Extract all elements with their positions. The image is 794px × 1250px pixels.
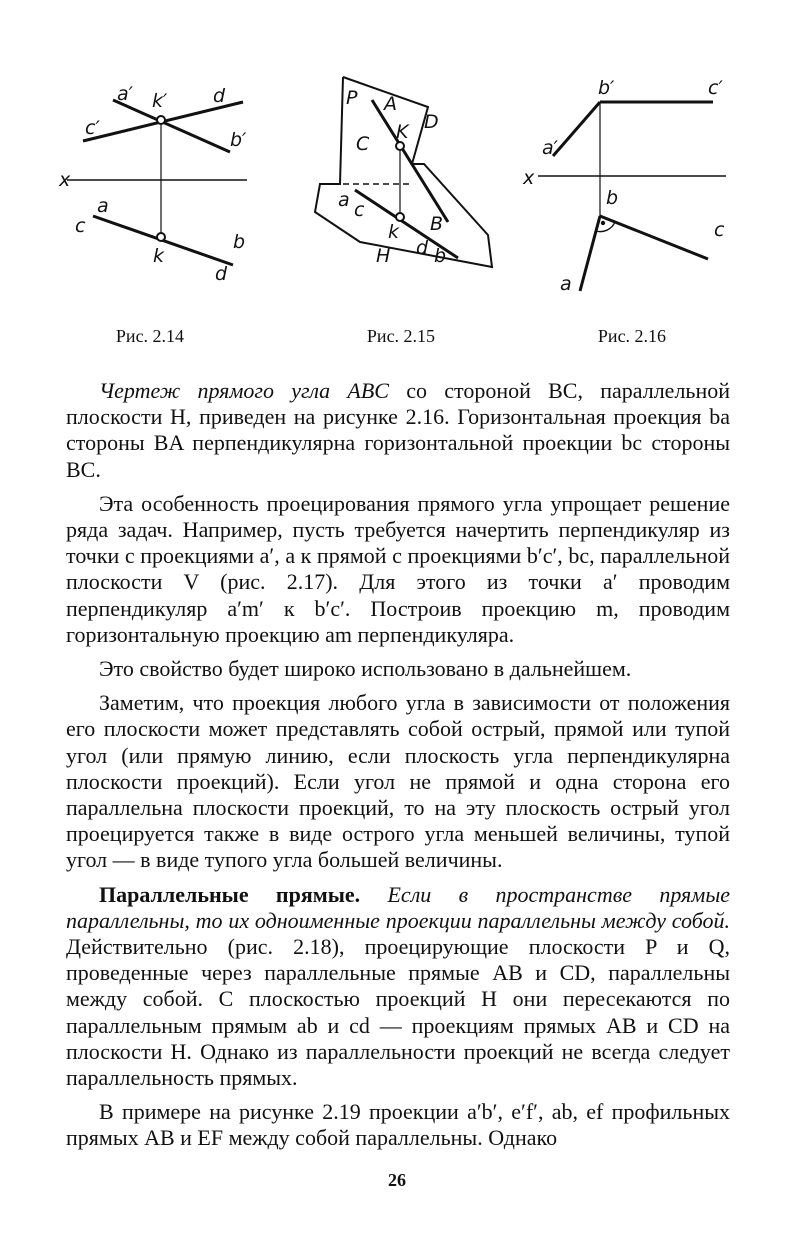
label-k: k	[388, 221, 400, 243]
label-D: D	[424, 111, 439, 133]
paragraph-6: В примере на рисунке 2.19 проекции a′b′, e′f′, ab, ef профильных прямых AB и EF между собой параллельны. Однако	[66, 1099, 730, 1151]
paragraph-1-text: со стороной BC, параллельной плоскости H, приведен на рисунке 2.16. Горизонтальная проекция ba стороны BA перпендикулярна горизонтальной проекции bc стороны BC.	[66, 378, 730, 482]
label-b: b	[606, 187, 619, 209]
label-x: x	[59, 169, 71, 191]
label-k-prime: k′	[152, 90, 168, 112]
caption-figure-2-16: Рис. 2.16	[597, 326, 667, 346]
label-H: H	[376, 245, 391, 267]
section-heading-parallel-lines: Параллельные прямые.	[99, 881, 361, 907]
label-k: k	[153, 245, 165, 267]
label-d-prime: d	[213, 85, 226, 107]
label-c-prime: c′	[85, 117, 100, 139]
label-x: x	[523, 167, 535, 189]
label-b: b	[233, 231, 246, 253]
figure-2-16	[518, 76, 738, 301]
label-c: c	[354, 199, 365, 221]
label-a: a	[338, 189, 350, 211]
paragraph-3: Это свойство будет широко использовано в дальнейшем.	[99, 656, 632, 682]
paragraph-2: Эта особенность проецирования прямого угла упрощает решение ряда задач. Например, пусть требуется начертить перпендикуляр из точки с проекциями a′, a к прямой с проекциями b′c′, bc, параллельной плоскости V (рис. 2.17). Для этого из точки a′ проводим перпендикуляр a′m′ к b′c′. Построив проекцию m, проводим горизонтальную проекцию am перпендикуляра.	[66, 490, 730, 647]
label-c: c	[75, 215, 86, 237]
label-K: K	[396, 121, 409, 143]
paragraph-5	[66, 882, 730, 1092]
label-P: P	[346, 87, 358, 109]
label-a: a	[560, 273, 572, 295]
figure-2-16-drawing	[518, 76, 738, 301]
label-c-prime: c′	[708, 77, 723, 99]
paragraph-1	[66, 378, 730, 483]
figure-2-15	[310, 72, 510, 287]
label-b-prime: b′	[598, 77, 615, 99]
label-C: C	[356, 133, 370, 155]
paragraph-4: Заметим, что проекция любого угла в зависимости от положения его плоскости может представлять собой острый, прямой или тупой угол (или прямую линию, если плоскость угла перпендикулярна плоскости проекций). Если угол не прямой и одна сторона его параллельна плоскости проекций, то на эту плоскость острый угол проецируется также в виде острого угла меньшей величины, тупой угол — в виде тупого угла большей величины.	[66, 690, 730, 873]
page-number: 26	[388, 1170, 406, 1190]
label-a: a	[97, 195, 109, 217]
label-B: B	[430, 213, 444, 235]
body-text	[66, 378, 730, 1160]
caption-figure-2-14: Рис. 2.14	[115, 326, 185, 346]
label-d: d	[215, 263, 228, 285]
paragraph-1-lead: Чертеж прямого угла ABC	[99, 378, 389, 403]
figure-2-14-drawing	[55, 80, 265, 300]
paragraph-5-text: Действительно (рис. 2.18), проецирующие плоскости P и Q, проведенные через параллельные прямые AB и CD, параллельны между собой. С плоскостью проекций H они пересекаются по параллельным прямым ab и cd — проекциям прямых AB и CD на плоскости H. Однако из параллельности проекций не всегда следует параллельность прямых.	[66, 934, 730, 1091]
label-b: b	[434, 245, 447, 267]
label-d: d	[416, 237, 429, 259]
label-a-prime: a′	[117, 83, 133, 105]
label-A: A	[384, 93, 397, 115]
caption-figure-2-15: Рис. 2.15	[366, 326, 436, 346]
figure-2-14	[55, 80, 265, 300]
label-b-prime: b′	[230, 129, 247, 151]
label-a-prime: a′	[542, 137, 558, 159]
theorem-statement: Если в пространстве прямые параллельны, то их одноименные проекции параллельны между собой.	[66, 881, 730, 933]
label-c: c	[714, 219, 725, 241]
figure-2-15-drawing	[310, 72, 510, 287]
